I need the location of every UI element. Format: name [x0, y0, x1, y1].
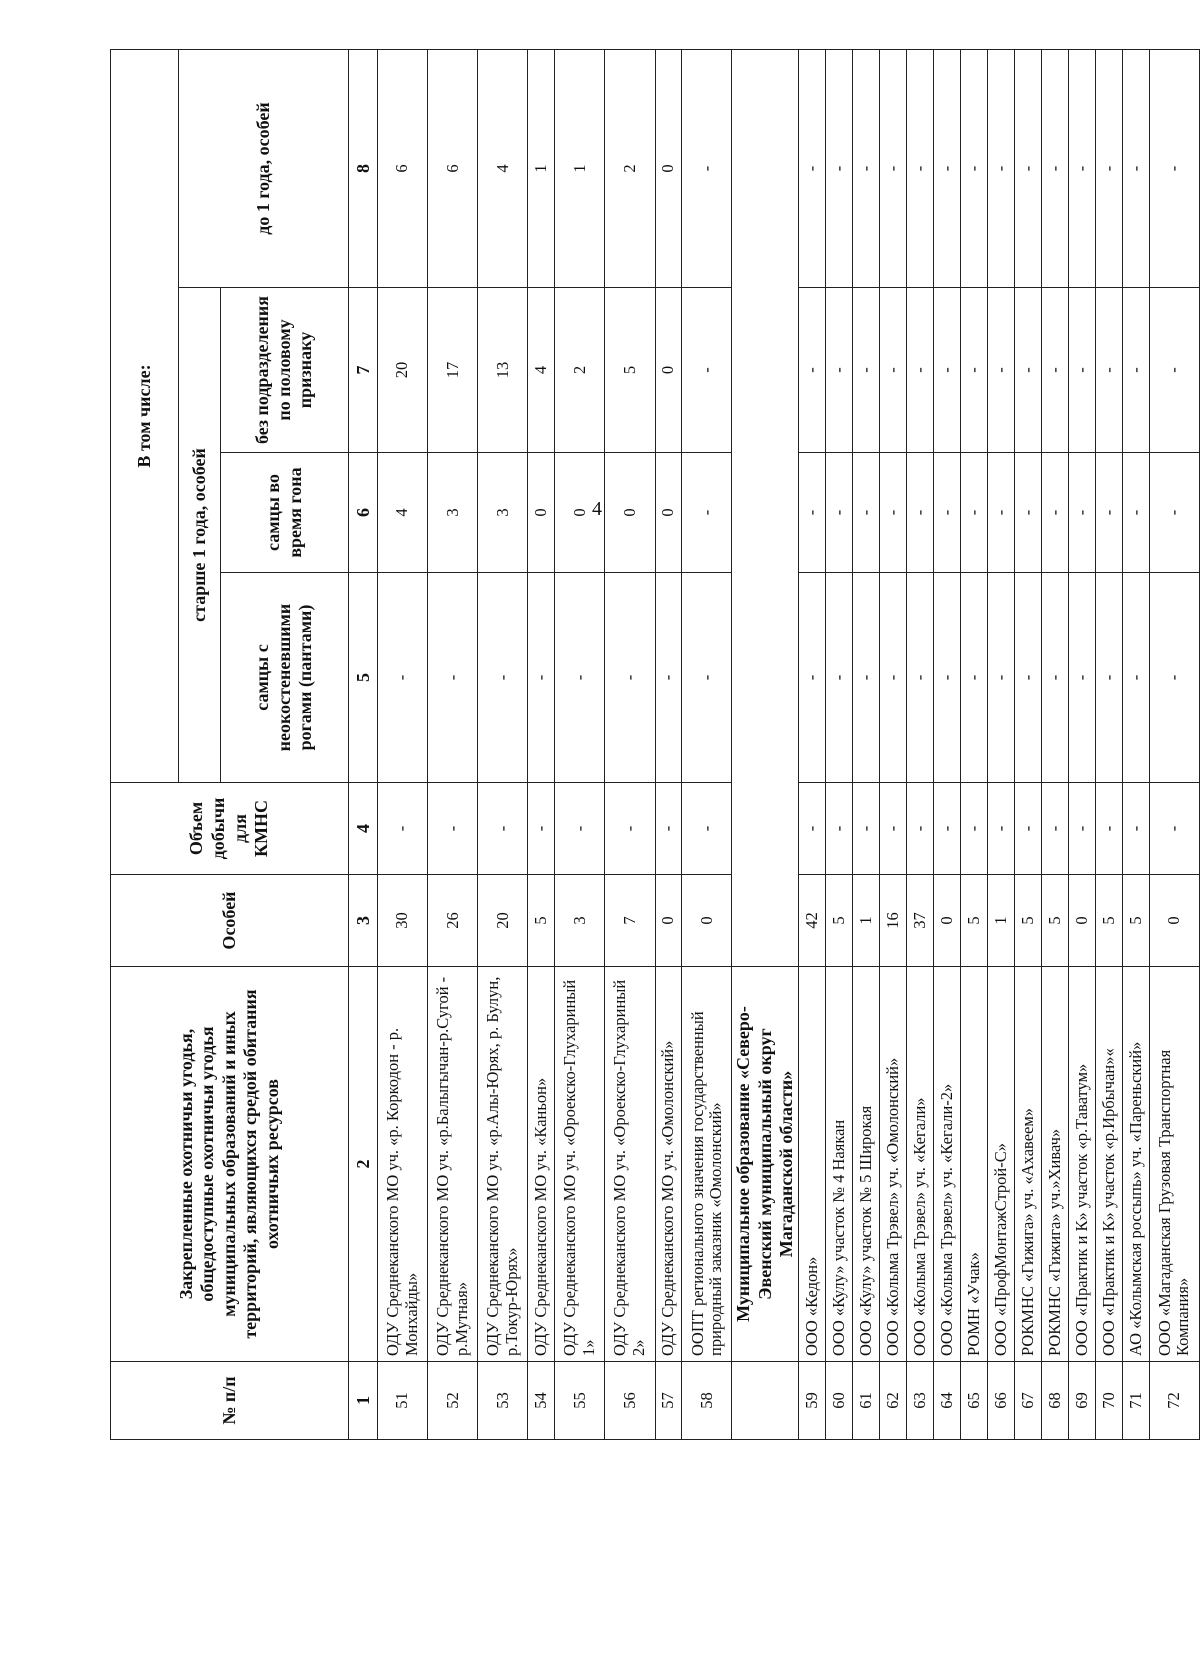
- males-gon: -: [907, 453, 934, 573]
- territory-name: ООО «Колыма Трэвел» уч. «Кегали-2»: [934, 967, 961, 1362]
- males-gon: 0: [528, 453, 555, 573]
- territory-name: ООО «Кедон»: [799, 967, 826, 1362]
- males-pantami: -: [1095, 573, 1122, 783]
- males-pantami: -: [1122, 573, 1149, 783]
- no-sex-division: -: [1122, 288, 1149, 453]
- kmns-volume: -: [826, 783, 853, 875]
- kmns-volume: -: [907, 783, 934, 875]
- under-one-year: -: [934, 50, 961, 288]
- kmns-volume: -: [555, 783, 605, 875]
- total-count: 5: [826, 875, 853, 967]
- no-sex-division: -: [907, 288, 934, 453]
- row-number: 57: [655, 1362, 682, 1440]
- no-sex-division: 4: [528, 288, 555, 453]
- no-sex-division: -: [1041, 288, 1068, 453]
- row-number: 52: [428, 1362, 478, 1440]
- table-row: [1149, 50, 1199, 1440]
- males-gon: -: [987, 453, 1014, 573]
- territory-name: РОМН «Учак»: [961, 967, 988, 1362]
- column-number: 4: [349, 783, 378, 875]
- column-numbers-row: [349, 50, 378, 1440]
- table-row: [1068, 50, 1095, 1440]
- total-count: 0: [655, 875, 682, 967]
- table-row: [799, 50, 826, 1440]
- territory-name: ООО «Практик и К» участок «р.Таватум»: [1068, 967, 1095, 1362]
- header-num: № п/п: [111, 1362, 349, 1440]
- row-number: 65: [961, 1362, 988, 1440]
- males-gon: -: [1122, 453, 1149, 573]
- territory-name: РОКМНС «Гижига» уч. «Ахавеем»: [1014, 967, 1041, 1362]
- no-sex-division: 5: [605, 288, 655, 453]
- total-count: 5: [1122, 875, 1149, 967]
- males-pantami: -: [655, 573, 682, 783]
- table-row: [655, 50, 682, 1440]
- no-sex-division: -: [987, 288, 1014, 453]
- under-one-year: 1: [528, 50, 555, 288]
- row-number: 66: [987, 1362, 1014, 1440]
- total-count: 16: [880, 875, 907, 967]
- total-count: 0: [934, 875, 961, 967]
- males-pantami: -: [799, 573, 826, 783]
- males-gon: 0: [555, 453, 605, 573]
- males-pantami: -: [1068, 573, 1095, 783]
- territory-name: ООО «Кулу» участок № 5 Широкая: [853, 967, 880, 1362]
- territory-name: ОДУ Среднеканского МО уч. «Ороекско-Глухариный 1»: [555, 967, 605, 1362]
- column-number: 7: [349, 288, 378, 453]
- total-count: 5: [1095, 875, 1122, 967]
- territory-name: ОДУ Среднеканского МО уч. «р.Алы-Юрях, р. Булун, р.Токур-Юрях»: [478, 967, 528, 1362]
- no-sex-division: -: [853, 288, 880, 453]
- under-one-year: -: [799, 50, 826, 288]
- table-body: [349, 50, 1200, 1440]
- kmns-volume: -: [655, 783, 682, 875]
- kmns-volume: -: [987, 783, 1014, 875]
- total-count: 0: [1068, 875, 1095, 967]
- table-row: [880, 50, 907, 1440]
- under-one-year: 6: [378, 50, 428, 288]
- males-gon: -: [961, 453, 988, 573]
- column-number: 2: [349, 967, 378, 1362]
- no-sex-division: -: [682, 288, 732, 453]
- territory-name: ООО «Практик и К» участок «р.Ирбычан»«: [1095, 967, 1122, 1362]
- males-gon: -: [799, 453, 826, 573]
- kmns-volume: -: [378, 783, 428, 875]
- males-pantami: -: [880, 573, 907, 783]
- header-kmns: Объем добычи для КМНС: [111, 783, 349, 875]
- under-one-year: 4: [478, 50, 528, 288]
- kmns-volume: -: [799, 783, 826, 875]
- territory-name: ОДУ Среднеканского МО уч. «Ороекско-Глухариный 2»: [605, 967, 655, 1362]
- males-gon: -: [826, 453, 853, 573]
- row-number: 62: [880, 1362, 907, 1440]
- total-count: 37: [907, 875, 934, 967]
- territory-name: ООО «ПрофМонтажСтрой-С»: [987, 967, 1014, 1362]
- under-one-year: -: [961, 50, 988, 288]
- territory-name: ООО «Кулу» участок № 4 Наякан: [826, 967, 853, 1362]
- row-number: 59: [799, 1362, 826, 1440]
- header-gon: самцы во время гона: [221, 453, 349, 573]
- total-count: 1: [853, 875, 880, 967]
- no-sex-division: -: [826, 288, 853, 453]
- males-pantami: -: [934, 573, 961, 783]
- kmns-volume: -: [478, 783, 528, 875]
- row-number: 54: [528, 1362, 555, 1440]
- row-number: 61: [853, 1362, 880, 1440]
- under-one-year: -: [1041, 50, 1068, 288]
- males-gon: 3: [478, 453, 528, 573]
- kmns-volume: -: [880, 783, 907, 875]
- row-number: 69: [1068, 1362, 1095, 1440]
- table-row: [1095, 50, 1122, 1440]
- column-number: 1: [349, 1362, 378, 1440]
- under-one-year: -: [1149, 50, 1199, 288]
- males-gon: 0: [605, 453, 655, 573]
- no-sex-division: 17: [428, 288, 478, 453]
- kmns-volume: -: [934, 783, 961, 875]
- males-pantami: -: [961, 573, 988, 783]
- row-number: 63: [907, 1362, 934, 1440]
- table-row: [528, 50, 555, 1440]
- males-pantami: -: [987, 573, 1014, 783]
- territory-name: ОДУ Среднеканского МО уч. «р.Балыгычан-р.Сугой - р.Мутная»: [428, 967, 478, 1362]
- row-number: 70: [1095, 1362, 1122, 1440]
- territory-name: АО «Колымская россыпь» уч. «Пареньский»: [1122, 967, 1149, 1362]
- no-sex-division: -: [1068, 288, 1095, 453]
- row-number: 51: [378, 1362, 428, 1440]
- harvest-table: [110, 49, 1200, 1440]
- table-row: [934, 50, 961, 1440]
- total-count: 7: [605, 875, 655, 967]
- header-under1: до 1 года, особей: [179, 50, 349, 288]
- kmns-volume: -: [682, 783, 732, 875]
- no-sex-division: -: [1149, 288, 1199, 453]
- males-pantami: -: [1149, 573, 1199, 783]
- males-pantami: -: [853, 573, 880, 783]
- table-row: [1041, 50, 1068, 1440]
- no-sex-division: -: [880, 288, 907, 453]
- no-sex-division: 13: [478, 288, 528, 453]
- males-pantami: -: [682, 573, 732, 783]
- under-one-year: -: [1122, 50, 1149, 288]
- row-number: 67: [1014, 1362, 1041, 1440]
- table-row: [907, 50, 934, 1440]
- males-pantami: -: [428, 573, 478, 783]
- no-sex-division: 2: [555, 288, 605, 453]
- column-number: 3: [349, 875, 378, 967]
- territory-name: ООО «Колыма Трэвел» уч. «Кегали»: [907, 967, 934, 1362]
- header-pantami: самцы с неокостеневшими рогами (пантами): [221, 573, 349, 783]
- kmns-volume: -: [605, 783, 655, 875]
- total-count: 5: [1014, 875, 1041, 967]
- males-gon: -: [934, 453, 961, 573]
- under-one-year: -: [826, 50, 853, 288]
- rotated-page: [110, 50, 1200, 1440]
- under-one-year: 6: [428, 50, 478, 288]
- table-row: [987, 50, 1014, 1440]
- no-sex-division: -: [961, 288, 988, 453]
- header-nosex: без подразделения по половому признаку: [221, 288, 349, 453]
- total-count: 0: [682, 875, 732, 967]
- territory-name: ООПТ регионального значения государственный природный заказник «Омолонский»: [682, 967, 732, 1362]
- males-gon: 3: [428, 453, 478, 573]
- kmns-volume: -: [1095, 783, 1122, 875]
- kmns-volume: -: [1122, 783, 1149, 875]
- under-one-year: -: [1095, 50, 1122, 288]
- males-gon: -: [1149, 453, 1199, 573]
- row-number: 58: [682, 1362, 732, 1440]
- total-count: 3: [555, 875, 605, 967]
- table-row: [428, 50, 478, 1440]
- table-row: [478, 50, 528, 1440]
- males-pantami: -: [826, 573, 853, 783]
- no-sex-division: -: [934, 288, 961, 453]
- males-gon: -: [1014, 453, 1041, 573]
- kmns-volume: -: [1041, 783, 1068, 875]
- no-sex-division: -: [1014, 288, 1041, 453]
- under-one-year: -: [682, 50, 732, 288]
- under-one-year: -: [853, 50, 880, 288]
- total-count: 5: [1041, 875, 1068, 967]
- total-count: 1: [987, 875, 1014, 967]
- row-number: 68: [1041, 1362, 1068, 1440]
- section-row: [732, 50, 799, 1440]
- territory-name: ООО «Колыма Трэвел» уч. «Омолонский»: [880, 967, 907, 1362]
- kmns-volume: -: [961, 783, 988, 875]
- males-gon: 4: [378, 453, 428, 573]
- section-empty: [732, 50, 799, 967]
- page-number: 4: [592, 498, 602, 520]
- header-territory: Закрепленные охотничьи угодья, общедоступные охотничьи угодья муниципальных образований и иных территорий, являющихся средой обитания охотничьих ресурсов: [111, 967, 349, 1362]
- header-total: Особей: [111, 875, 349, 967]
- territory-name: ОДУ Среднеканского МО уч. «р. Коркодон - р. Монхайды»: [378, 967, 428, 1362]
- males-pantami: -: [555, 573, 605, 783]
- total-count: 5: [528, 875, 555, 967]
- no-sex-division: 20: [378, 288, 428, 453]
- total-count: 0: [1149, 875, 1199, 967]
- kmns-volume: -: [1149, 783, 1199, 875]
- males-gon: -: [682, 453, 732, 573]
- under-one-year: 2: [605, 50, 655, 288]
- row-number: 53: [478, 1362, 528, 1440]
- total-count: 26: [428, 875, 478, 967]
- column-number: 6: [349, 453, 378, 573]
- column-number: 8: [349, 50, 378, 288]
- males-gon: -: [1068, 453, 1095, 573]
- under-one-year: -: [1068, 50, 1095, 288]
- males-pantami: -: [1014, 573, 1041, 783]
- section-title: Муниципальное образование «Северо-Эвенский муниципальный округ Магаданской области»: [732, 967, 799, 1362]
- males-gon: -: [853, 453, 880, 573]
- males-pantami: -: [1041, 573, 1068, 783]
- males-gon: -: [880, 453, 907, 573]
- section-empty: [732, 1362, 799, 1440]
- kmns-volume: -: [1068, 783, 1095, 875]
- row-number: 56: [605, 1362, 655, 1440]
- males-pantami: -: [378, 573, 428, 783]
- table-row: [826, 50, 853, 1440]
- territory-name: ОДУ Среднеканского МО уч. «Омолонский»: [655, 967, 682, 1362]
- under-one-year: -: [880, 50, 907, 288]
- row-number: 64: [934, 1362, 961, 1440]
- column-number: 5: [349, 573, 378, 783]
- males-pantami: -: [478, 573, 528, 783]
- under-one-year: 0: [655, 50, 682, 288]
- table-row: [1122, 50, 1149, 1440]
- total-count: 20: [478, 875, 528, 967]
- no-sex-division: -: [1095, 288, 1122, 453]
- no-sex-division: -: [799, 288, 826, 453]
- total-count: 5: [961, 875, 988, 967]
- males-pantami: -: [528, 573, 555, 783]
- kmns-volume: -: [1014, 783, 1041, 875]
- table-row: [378, 50, 428, 1440]
- kmns-volume: -: [853, 783, 880, 875]
- under-one-year: -: [1014, 50, 1041, 288]
- total-count: 42: [799, 875, 826, 967]
- males-gon: 0: [655, 453, 682, 573]
- total-count: 30: [378, 875, 428, 967]
- males-gon: -: [1095, 453, 1122, 573]
- territory-name: ООО «Магаданская Грузовая Транспортная Компания»: [1149, 967, 1199, 1362]
- row-number: 55: [555, 1362, 605, 1440]
- table-row: [1014, 50, 1041, 1440]
- under-one-year: 1: [555, 50, 605, 288]
- table-row: [605, 50, 655, 1440]
- row-number: 60: [826, 1362, 853, 1440]
- territory-name: ОДУ Среднеканского МО уч. «Каньон»: [528, 967, 555, 1362]
- row-number: 71: [1122, 1362, 1149, 1440]
- table-row: [555, 50, 605, 1440]
- table-row: [961, 50, 988, 1440]
- males-gon: -: [1041, 453, 1068, 573]
- males-pantami: -: [907, 573, 934, 783]
- header-including: В том числе:: [111, 50, 179, 783]
- males-pantami: -: [605, 573, 655, 783]
- row-number: 72: [1149, 1362, 1199, 1440]
- under-one-year: -: [987, 50, 1014, 288]
- table-row: [682, 50, 732, 1440]
- kmns-volume: -: [428, 783, 478, 875]
- territory-name: РОКМНС «Гижига» уч.»Хивач»: [1041, 967, 1068, 1362]
- kmns-volume: -: [528, 783, 555, 875]
- header-older: старше 1 года, особей: [179, 288, 221, 783]
- table-row: [853, 50, 880, 1440]
- under-one-year: -: [907, 50, 934, 288]
- no-sex-division: 0: [655, 288, 682, 453]
